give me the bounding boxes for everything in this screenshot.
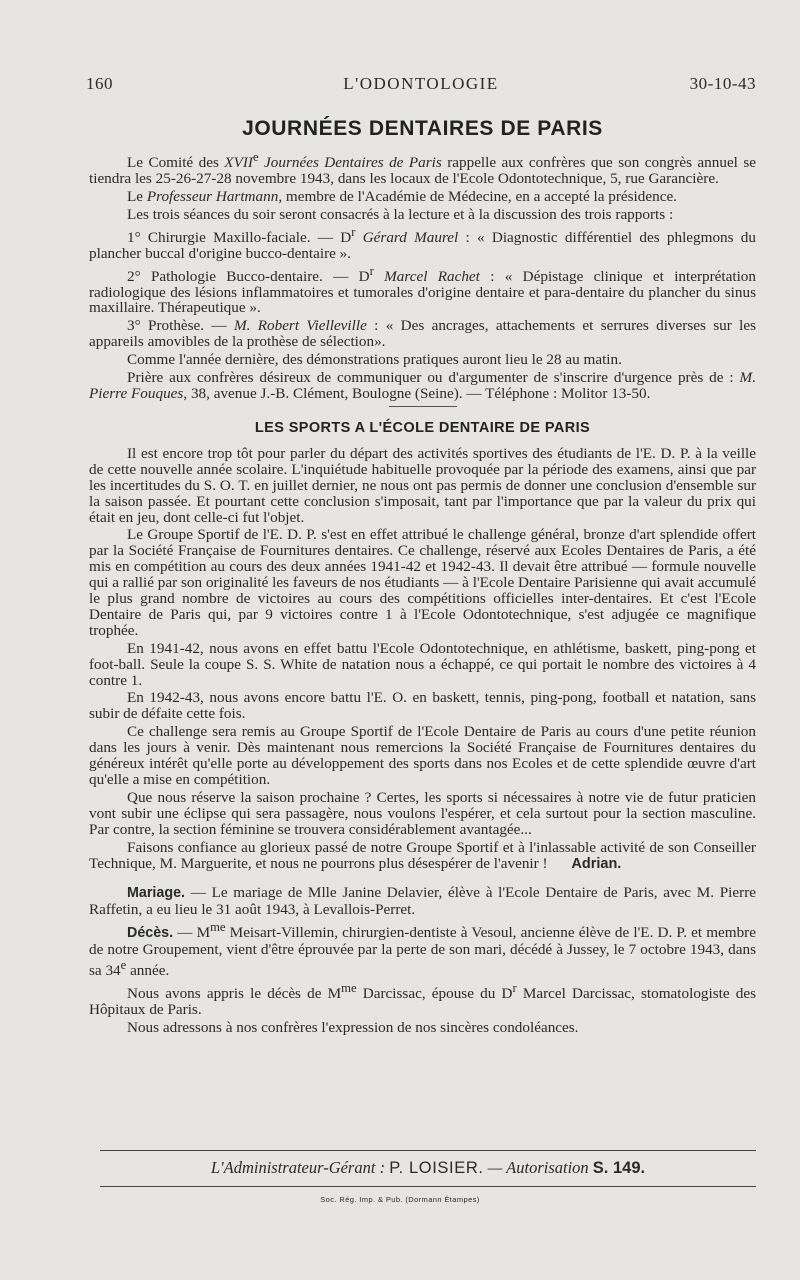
sports-paragraph: En 1942-43, nous avons encore battu l'E. O. en baskett, tennis, ping-pong, football et natation, sans subir de défaite cette fois. bbox=[89, 689, 756, 723]
sports-paragraph: Que nous réserve la saison prochaine ? Certes, les sports si nécessaires à notre vie de futur praticien vont subir une éclipse qui sera passagère, nous voulons l'espérer, et cela surtout pour la section masculine. Par contre, la section féminine se trouvera considérablement avantagée... bbox=[89, 788, 756, 838]
mariage-notice: Mariage. — Le mariage de Mlle Janine Delavier, élève à l'Ecole Dentaire de Paris, avec M. Pierre Raffetin, a eu lieu le 31 août 1943, à Levallois-Perret. bbox=[89, 884, 756, 919]
footer-rule-bottom bbox=[100, 1186, 756, 1187]
condolences: Nous adressons à nos confrères l'expression de nos sincères condoléances. bbox=[127, 1018, 579, 1036]
rapport-item: 2° Pathologie Bucco-dentaire. — $D^r$ Marcel Rachet : « Dépistage clinique et interprétation radiologique des lésions inflammatoires et tumorales d'origine dentaire et para-dentaire du plancher du sinus maxillaire. Thérapeutique ». bbox=[89, 263, 756, 317]
journees-paragraph: Comme l'année dernière, des démonstrations pratiques auront lieu le 28 au matin. bbox=[127, 351, 622, 369]
page-number: 160 bbox=[86, 74, 113, 93]
issue-date: 30-10-43 bbox=[689, 74, 756, 93]
imprint-line: L'Administrateur-Gérant : P. LOISIER. — Autorisation S. 149. bbox=[210, 1158, 646, 1177]
journees-title: JOURNÉES DENTAIRES DE PARIS bbox=[242, 117, 603, 140]
journees-paragraph: Le Comité des XVIIe Journées Dentaires de Paris rappelle aux confrères que son congrès annuel se tiendra les 25-26-27-28 novembre 1943, dans les locaux de l'Ecole Odontotechnique, 5, rue Garancière. bbox=[89, 150, 756, 187]
journees-paragraph: Les trois séances du soir seront consacrés à la lecture et à la discussion des trois rapports : bbox=[127, 205, 674, 223]
deces-notice: Décès. — $M^{me}$ Meisart-Villemin, chirurgien-dentiste à Vesoul, ancienne élève de l'E. D. P. et membre de notre Groupement, vient d'être éprouvée par la perte de son mari, décédé à Jussey, le 7 octobre 1943, dans sa 34e année. bbox=[89, 920, 756, 980]
sports-title: LES SPORTS A L'ÉCOLE DENTAIRE DE PARIS bbox=[254, 419, 591, 436]
sports-paragraph: Faisons confiance au glorieux passé de notre Groupe Sportif et à l'inlassable activité de son Conseiller Technique, M. Marguerite, et nous ne pourrons plus désespérer de l'avenir ! Adrian. bbox=[89, 838, 756, 872]
sports-paragraph: En 1941-42, nous avons en effet battu l'Ecole Odontotechnique, en athlétisme, baskett, ping-pong et foot-ball. Seule la coupe S. S. White de natation nous a échappé, ce qui portait le nombre des victoires à 4 contre 1. bbox=[89, 639, 756, 689]
rapport-item: 1° Chirurgie Maxillo-faciale. — $D^r$ Gérard Maurel : « Diagnostic différentiel des phlegmons du plancher buccal d'origine bucco-dentaire ». bbox=[89, 224, 756, 262]
journees-paragraph: Prière aux confrères désireux de communiquer ou d'argumenter de s'inscrire d'urgence près de : M. Pierre Fouques, 38, avenue J.-B. Clément, Boulogne (Seine). — Téléphone : Molitor 13-50. bbox=[89, 369, 756, 402]
running-header bbox=[86, 74, 756, 98]
deces-notice: Nous avons appris le décès de $M^{me}$ Darcissac, épouse du $D^r$ Marcel Darcissac, stomatologiste des Hôpitaux de Paris. bbox=[89, 981, 757, 1019]
sports-paragraph: Le Groupe Sportif de l'E. D. P. s'est en effet attribué le challenge général, bronze d'art splendide offert par la Société Française de Fournitures dentaires. Ce challenge, réservé aux Ecoles Dentaires de Paris, a été mis en compétition au cours des deux années 1941-42 et 1942-43. Il devait être attribué — formule nouvelle qui a rallié par son originalité les faveurs de nos étudiants — à l'Ecole Dentaire Parisienne qui avait accumulé le plus grand nombre de victoires au cours des compétitions officielles inter-dentaires. Et c'est l'Ecole Dentaire de Paris qui, par 9 victoires contre 1 à l'Ecole Odontotechnique, s'est adjugée ce magnifique trophée. bbox=[89, 526, 756, 639]
rapport-item: 3° Prothèse. — M. Robert Vielleville : « Des ancrages, attachements et serrures diverses sur les appareils amovibles de la prothèse de sélection». bbox=[89, 317, 756, 351]
journees-paragraph: Le Professeur Hartmann, membre de l'Académie de Médecine, en a accepté la présidence. bbox=[127, 187, 677, 205]
author-signature: Adrian. bbox=[571, 855, 622, 872]
footer-rule-top bbox=[100, 1150, 756, 1151]
sports-paragraph: Il est encore trop tôt pour parler du départ des activités sportives des étudiants de l'E. D. P. à la veille de cette nouvelle année scolaire. L'inquiétude habituelle provoquée par la période des examens, ainsi que par les incertitudes du S. O. T. en juillet dernier, ne nous ont pas permis de donner une conclusion d'ensemble sur la saison passée. Et pourtant cette conclusion s'imposait, tant par l'importance que par la valeur du prix qui était en jeu, dont celle-ci fut l'objet. bbox=[89, 444, 756, 526]
sports-paragraph: Ce challenge sera remis au Groupe Sportif de l'Ecole Dentaire de Paris au cours d'une petite réunion dans les jours à venir. Dès maintenant nous remercions la Société Française de Fournitures dentaires du généreux intérêt qu'elle porte au développement des sports dans nos Ecoles et de cette splendide œuvre d'art qu'elle a mise en compétition. bbox=[89, 723, 756, 788]
article-body bbox=[89, 116, 756, 1038]
journal-title: L'ODONTOLOGIE bbox=[343, 74, 499, 93]
printer-credit: Soc. Rég. Imp. & Pub. (Dormann Étampes) bbox=[320, 1195, 480, 1204]
section-divider bbox=[389, 406, 457, 407]
